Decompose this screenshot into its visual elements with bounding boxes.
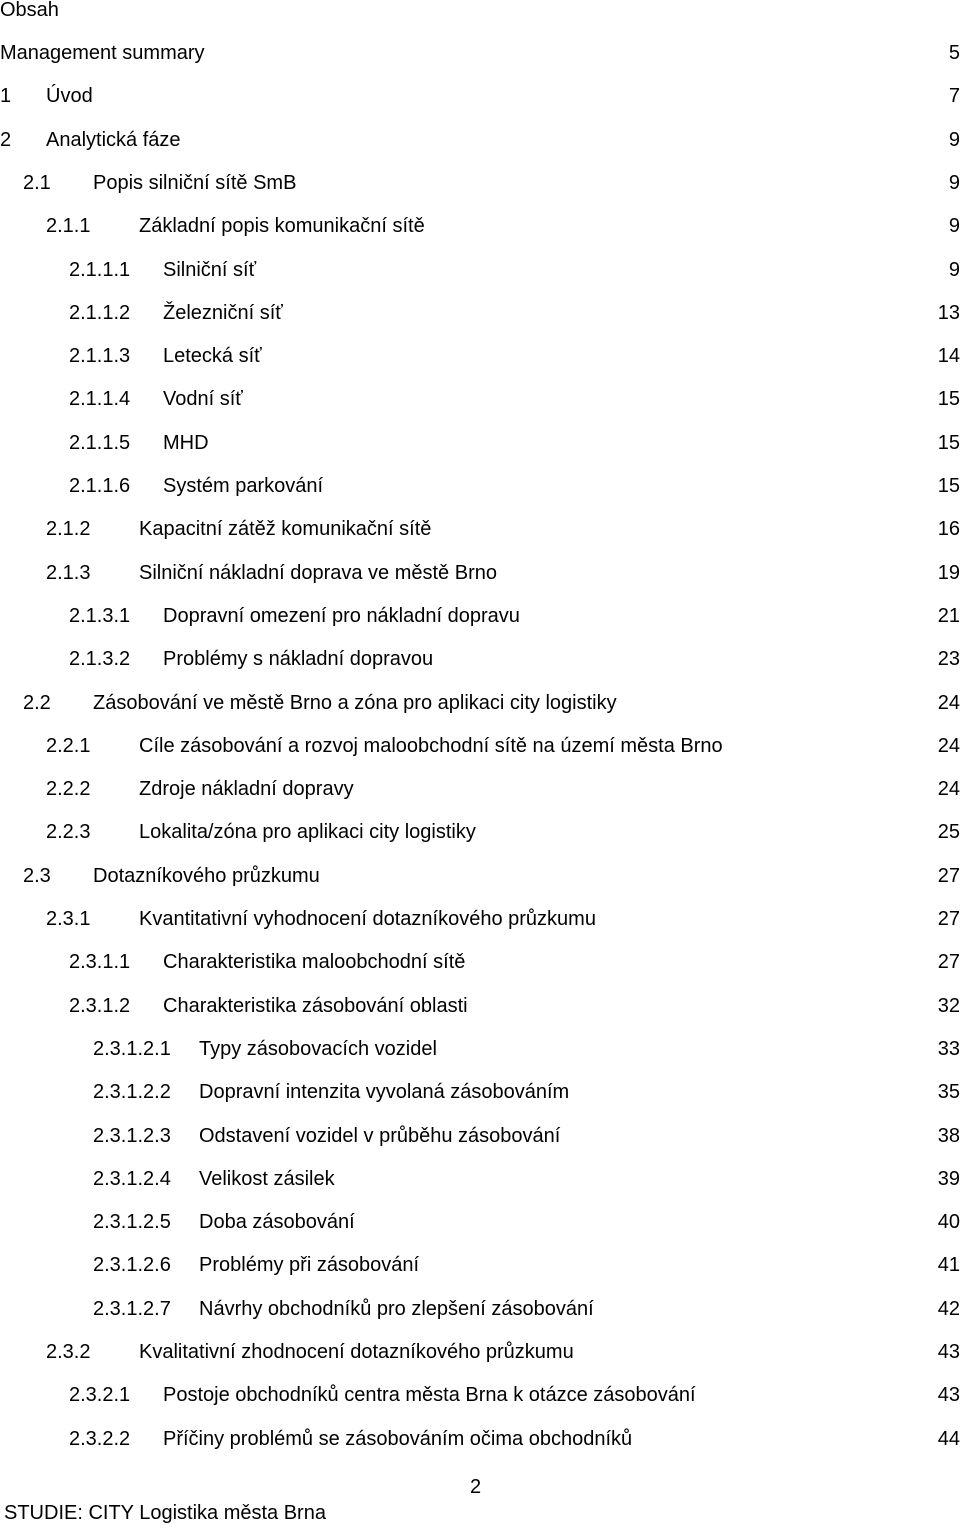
toc-entry-title: MHD xyxy=(163,431,209,454)
toc-entry-title: Železniční síť xyxy=(163,301,283,324)
toc-entry-title: Problémy při zásobování xyxy=(199,1254,420,1277)
toc-entry-title: Příčiny problémů se zásobováním očima obchodníků xyxy=(163,1427,633,1450)
toc-entry-number: 2.3.1.2.7 xyxy=(93,1297,171,1320)
toc-entry-page: 24 xyxy=(937,778,960,801)
toc-entry-page: 15 xyxy=(937,475,960,497)
toc-entry-title: Zásobování ve městě Brno a zóna pro aplikaci city logistiky xyxy=(93,691,617,714)
toc-entry[interactable] xyxy=(0,1424,960,1454)
toc-entry-title: Postoje obchodníků centra města Brna k otázce zásobování xyxy=(163,1384,696,1407)
toc-entry[interactable] xyxy=(0,991,960,1021)
toc-entry[interactable] xyxy=(0,947,960,977)
toc-entry-page: 41 xyxy=(937,1254,960,1277)
toc-entry[interactable] xyxy=(0,1207,960,1237)
toc-entry[interactable] xyxy=(0,731,960,761)
toc-entry-page: 27 xyxy=(937,951,960,974)
toc-entry-number: 2.2.2 xyxy=(46,778,91,801)
toc-entry[interactable] xyxy=(0,817,960,847)
toc-entry-title: Analytická fáze xyxy=(46,128,181,151)
toc-entry[interactable] xyxy=(0,774,960,804)
toc-entry-page: 15 xyxy=(937,388,960,411)
toc-entry-title: Charakteristika maloobchodní sítě xyxy=(163,951,466,974)
toc-entry[interactable] xyxy=(0,688,960,718)
toc-entry-title: Kapacitní zátěž komunikační sítě xyxy=(139,518,432,541)
toc-entry-title: Cíle zásobování a rozvoj maloobchodní sítě na území města Brno xyxy=(139,734,723,757)
toc-entry-number: 2.2.3 xyxy=(46,821,91,844)
toc-entry-page: 43 xyxy=(937,1341,960,1363)
toc-entry-title: Dotazníkového průzkumu xyxy=(93,864,320,887)
toc-entry-number: 2.3.2.1 xyxy=(69,1384,131,1407)
toc-entry-page: 39 xyxy=(937,1167,960,1190)
toc-entry-number: 2 xyxy=(0,128,12,151)
toc-entry[interactable] xyxy=(0,428,960,458)
toc-entry-number: 2.3.1.1 xyxy=(69,951,131,974)
toc-entry[interactable] xyxy=(0,558,960,588)
toc-entry-title: Typy zásobovacích vozidel xyxy=(199,1037,437,1060)
toc-entry-number: 2.1.3.1 xyxy=(69,604,131,627)
toc-entry-number: 2.2 xyxy=(23,691,51,714)
toc-entry[interactable] xyxy=(0,1077,960,1107)
toc-entry-title: Odstavení vozidel v průběhu zásobování xyxy=(199,1124,561,1147)
toc-entry[interactable] xyxy=(0,514,960,544)
toc-entry-number: 2.3.1.2.5 xyxy=(93,1211,171,1234)
toc-entry-title: Silniční nákladní doprava ve městě Brno xyxy=(139,561,497,584)
toc-entry[interactable] xyxy=(0,384,960,414)
toc-entry-page: 13 xyxy=(937,301,960,324)
toc-entry[interactable] xyxy=(0,1337,960,1367)
toc-entry-number: 2.1 xyxy=(23,171,51,194)
toc-entry-number: 1 xyxy=(0,85,12,108)
toc-entry-page: 9 xyxy=(948,128,960,151)
toc-entry-title: Velikost zásilek xyxy=(199,1167,335,1190)
toc-entry-number: 2.1.1 xyxy=(46,215,91,238)
page-number: 2 xyxy=(470,1476,482,1498)
toc-entry[interactable] xyxy=(0,1034,960,1064)
toc-entry[interactable] xyxy=(0,644,960,674)
toc-entry-page: 35 xyxy=(937,1081,960,1104)
toc-entry-page: 21 xyxy=(937,604,960,627)
toc-entry-title: Doba zásobování xyxy=(199,1211,355,1234)
toc-entry[interactable] xyxy=(0,1250,960,1280)
toc-entry-title: Vodní síť xyxy=(163,388,243,411)
toc-entry-page: 16 xyxy=(937,518,960,541)
toc-entry-number: 2.3.1 xyxy=(46,908,91,930)
toc-entry-page: 14 xyxy=(937,345,960,368)
toc-entry-title: Letecká síť xyxy=(163,345,262,368)
toc-entry-page: 9 xyxy=(948,258,960,281)
toc-entry-number: 2.1.1.5 xyxy=(69,431,131,454)
toc-entry-page: 43 xyxy=(937,1384,960,1407)
toc-entry-page: 15 xyxy=(937,431,960,454)
toc-entry[interactable] xyxy=(0,81,960,111)
toc-entry[interactable] xyxy=(0,1294,960,1324)
toc-entry[interactable] xyxy=(0,471,960,501)
toc-entry[interactable] xyxy=(0,125,960,155)
toc-entry-number: 2.3.1.2.2 xyxy=(93,1081,171,1104)
toc-heading: Obsah xyxy=(0,0,59,21)
toc-entry-page: 9 xyxy=(948,215,960,238)
toc-entry[interactable] xyxy=(0,341,960,371)
toc-entry-page: 9 xyxy=(948,171,960,194)
toc-entry[interactable] xyxy=(0,255,960,285)
toc-entry[interactable] xyxy=(0,1164,960,1194)
toc-entry-title: Silniční síť xyxy=(163,258,257,281)
toc-entry-number: 2.3.2 xyxy=(46,1341,91,1363)
toc-entry-page: 32 xyxy=(937,994,960,1017)
toc-entry-page: 24 xyxy=(937,734,960,757)
toc-entry-page: 42 xyxy=(937,1297,960,1320)
toc-entry-title: Dopravní omezení pro nákladní dopravu xyxy=(163,604,520,627)
toc-entry-page: 38 xyxy=(937,1124,960,1147)
toc-entry-page: 27 xyxy=(937,908,960,930)
toc-entry[interactable] xyxy=(0,601,960,631)
toc-entry[interactable] xyxy=(0,298,960,328)
toc-entry-number: 2.1.1.2 xyxy=(69,301,131,324)
toc-entry-title: Problémy s nákladní dopravou xyxy=(163,648,434,671)
toc-entry-page: 24 xyxy=(937,691,960,714)
toc-entry-title: Kvalitativní zhodnocení dotazníkového průzkumu xyxy=(139,1341,574,1363)
toc-entry-page: 40 xyxy=(937,1211,960,1234)
toc-entry-title: Management summary xyxy=(0,42,205,64)
toc-entry-number: 2.3.2.2 xyxy=(69,1427,131,1450)
toc-entry-number: 2.3.1.2.6 xyxy=(93,1254,171,1277)
toc-entry-title: Lokalita/zóna pro aplikaci city logistiky xyxy=(139,821,476,844)
toc-entry-number: 2.1.1.6 xyxy=(69,475,131,497)
toc-entry-title: Systém parkování xyxy=(163,475,324,497)
toc-entry-page: 7 xyxy=(948,85,960,108)
toc-entry-page: 25 xyxy=(937,821,960,844)
toc-entry-title: Návrhy obchodníků pro zlepšení zásobování xyxy=(199,1297,594,1320)
toc-entry-number: 2.3.1.2.3 xyxy=(93,1124,171,1147)
toc-entry-number: 2.3 xyxy=(23,864,51,887)
toc-entry-title: Dopravní intenzita vyvolaná zásobováním xyxy=(199,1081,570,1104)
toc-entry-page: 44 xyxy=(937,1427,960,1450)
toc-entry[interactable] xyxy=(0,168,960,198)
toc-entry-number: 2.3.1.2.1 xyxy=(93,1037,171,1060)
toc-entry[interactable] xyxy=(0,38,960,68)
toc-entry-title: Základní popis komunikační sítě xyxy=(139,215,425,238)
toc-entry-page: 33 xyxy=(937,1037,960,1060)
toc-entry-page: 5 xyxy=(948,42,960,64)
toc-entry-title: Charakteristika zásobování oblasti xyxy=(163,994,468,1017)
toc-entry-page: 23 xyxy=(937,648,960,671)
toc-entry-number: 2.1.3.2 xyxy=(69,648,131,671)
toc-entry-page: 27 xyxy=(937,864,960,887)
toc-entry-number: 2.3.1.2.4 xyxy=(93,1167,171,1190)
toc-entry[interactable] xyxy=(0,1121,960,1151)
toc-entry-title: Úvod xyxy=(46,85,93,108)
toc-entry[interactable] xyxy=(0,211,960,241)
toc-entry-page: 19 xyxy=(937,561,960,584)
toc-entry-title: Kvantitativní vyhodnocení dotazníkového průzkumu xyxy=(139,908,596,930)
toc-entry-number: 2.1.2 xyxy=(46,518,91,541)
toc-entry-number: 2.2.1 xyxy=(46,734,91,757)
toc-entry-title: Popis silniční sítě SmB xyxy=(93,171,297,194)
toc-entry-number: 2.1.1.1 xyxy=(69,258,131,281)
document-footer: STUDIE: CITY Logistika města Brna xyxy=(4,1502,326,1524)
toc-entry[interactable] xyxy=(0,861,960,891)
toc-entry-number: 2.1.1.4 xyxy=(69,388,131,411)
toc-entry-number: 2.1.1.3 xyxy=(69,345,131,368)
toc-entry[interactable] xyxy=(0,1380,960,1410)
toc-entry[interactable] xyxy=(0,904,960,934)
toc-entry-title: Zdroje nákladní dopravy xyxy=(139,778,354,801)
toc-entry-number: 2.3.1.2 xyxy=(69,994,131,1017)
toc-entry-number: 2.1.3 xyxy=(46,561,91,584)
